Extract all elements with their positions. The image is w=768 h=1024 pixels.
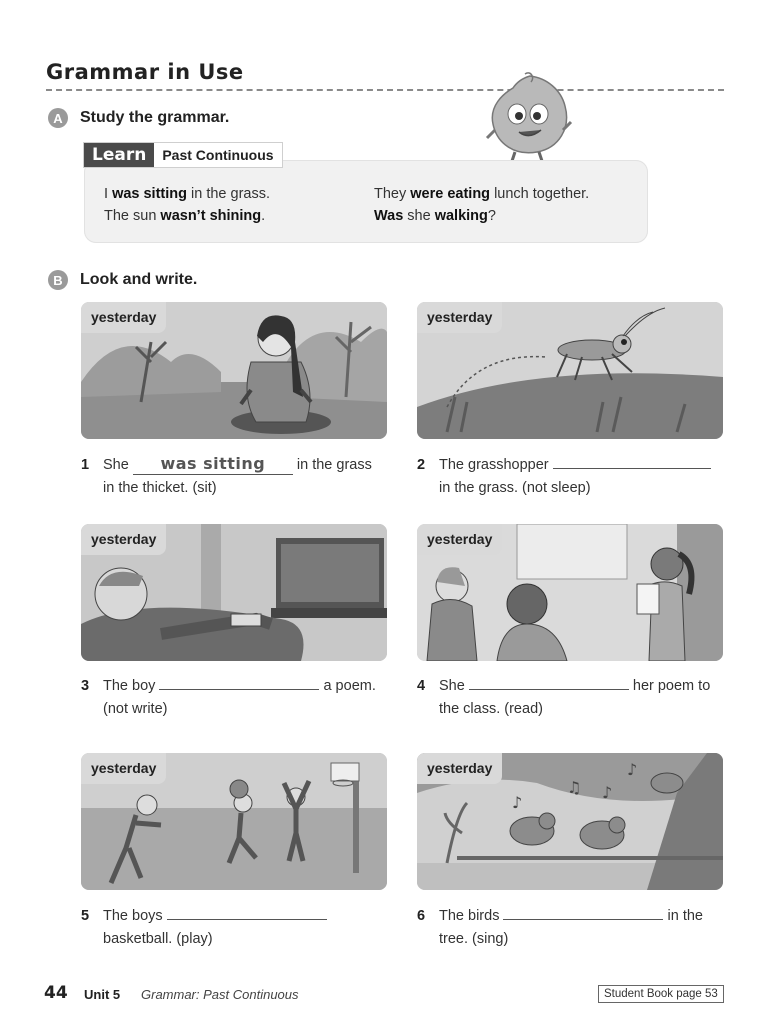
- picture-3-yesterday-tag: yesterday: [81, 524, 166, 555]
- title-divider: [46, 89, 724, 91]
- item-1-number: 1: [81, 457, 90, 473]
- section-b-title: Look and write.: [80, 271, 198, 288]
- item-4-line-2: the class. (read): [439, 701, 543, 717]
- item-1-answer-blank[interactable]: [133, 455, 293, 475]
- grammar-example-4: Was she walking?: [374, 208, 496, 224]
- svg-text:♪: ♪: [602, 783, 613, 802]
- page-number: 44: [44, 983, 68, 1003]
- section-a-badge: A: [48, 108, 68, 128]
- item-3-number: 3: [81, 678, 90, 694]
- svg-text:♪: ♪: [627, 760, 638, 779]
- picture-5-yesterday-tag: yesterday: [81, 753, 166, 784]
- item-2-line-1: The grasshopper: [439, 454, 711, 477]
- section-a-title: Study the grammar.: [80, 109, 230, 126]
- item-3-line-1: The boy a poem.: [103, 675, 376, 698]
- item-6-line-2: tree. (sing): [439, 931, 509, 947]
- item-4-line-1: She her poem to: [439, 675, 710, 698]
- picture-5-boys-basketball: [81, 753, 387, 890]
- picture-2-yesterday-tag: yesterday: [417, 302, 502, 333]
- picture-1-girl-sitting: [81, 302, 387, 439]
- learn-topic: Past Continuous: [162, 147, 274, 163]
- item-6-number: 6: [417, 908, 426, 924]
- item-6-answer-blank[interactable]: [503, 905, 663, 920]
- item-3-answer-blank[interactable]: [159, 675, 319, 690]
- item-2-answer-blank[interactable]: [553, 454, 711, 469]
- footer-unit: Unit 5: [84, 987, 121, 1002]
- item-3-line-2: (not write): [103, 701, 168, 717]
- grammar-example-3: They were eating lunch together.: [374, 186, 590, 202]
- picture-4-girl-reading: [417, 524, 723, 661]
- grammar-example-1: I was sitting in the grass.: [104, 186, 271, 202]
- item-1-answer: was sitting: [160, 454, 266, 473]
- section-b-badge: B: [48, 270, 68, 290]
- item-5-answer-blank[interactable]: [167, 905, 327, 920]
- item-2-number: 2: [417, 457, 426, 473]
- picture-3-boy-on-couch: [81, 524, 387, 661]
- item-5-line-2: basketball. (play): [103, 931, 213, 947]
- item-6-line-1: The birds in the: [439, 905, 703, 928]
- item-4-number: 4: [417, 678, 426, 694]
- item-5-line-1: The boys: [103, 905, 327, 928]
- item-1-line-1: She was sitting in the grass: [103, 454, 372, 473]
- item-1-line-2: in the thicket. (sit): [103, 480, 217, 496]
- svg-text:♫: ♫: [567, 778, 582, 797]
- picture-6-yesterday-tag: yesterday: [417, 753, 502, 784]
- learn-label: Learn: [84, 143, 154, 167]
- svg-text:♪: ♪: [512, 793, 523, 812]
- item-4-answer-blank[interactable]: [469, 675, 629, 690]
- picture-4-yesterday-tag: yesterday: [417, 524, 502, 555]
- picture-1-yesterday-tag: yesterday: [81, 302, 166, 333]
- learn-tag: [84, 143, 282, 167]
- item-5-number: 5: [81, 908, 90, 924]
- student-book-reference: Student Book page 53: [598, 985, 724, 1003]
- page-title: Grammar in Use: [46, 60, 244, 84]
- picture-6-birds-singing: [417, 753, 723, 890]
- picture-2-grasshopper: [417, 302, 723, 439]
- item-2-line-2: in the grass. (not sleep): [439, 480, 591, 496]
- footer-topic: Grammar: Past Continuous: [141, 987, 299, 1002]
- grammar-example-2: The sun wasn’t shining.: [104, 208, 266, 224]
